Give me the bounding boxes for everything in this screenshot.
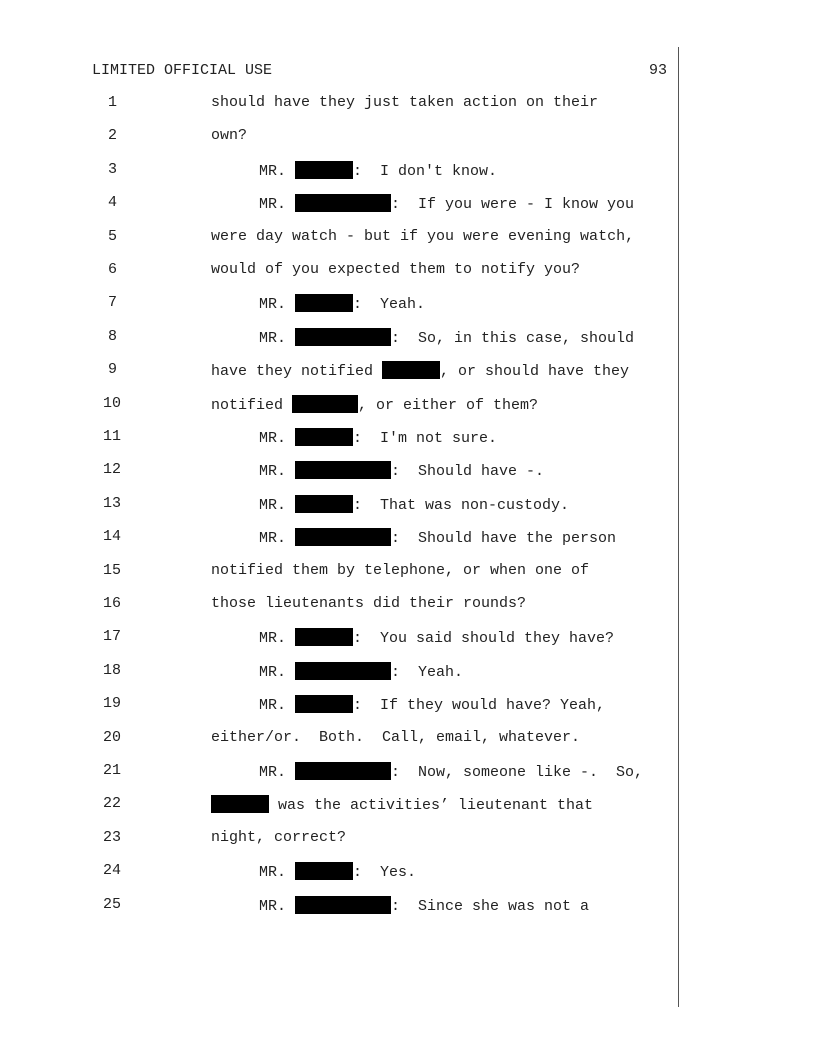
text-segment: , or either of them? [358, 396, 539, 414]
transcript-line [0, 461, 816, 481]
line-text [211, 94, 663, 111]
line-text [259, 161, 663, 180]
redaction-block [292, 395, 358, 413]
line-number: 11 [103, 428, 122, 445]
line-number: 10 [103, 394, 122, 412]
line-text [211, 562, 663, 579]
line-number: 8 [107, 327, 117, 345]
line-text [259, 896, 663, 915]
redaction-block [382, 361, 440, 379]
redaction-block [295, 862, 353, 880]
redaction-block [295, 896, 391, 914]
header-classification: LIMITED OFFICIAL USE [92, 62, 273, 79]
line-text [259, 194, 663, 213]
transcript-line [0, 729, 816, 749]
line-number: 21 [103, 762, 122, 779]
line-text [211, 829, 663, 846]
transcript-line [0, 695, 816, 715]
text-segment: MR. [259, 430, 296, 447]
text-segment: were day watch - but if you were evening watch, [211, 227, 635, 245]
line-number: 20 [103, 728, 122, 746]
redaction-block [295, 194, 391, 212]
redaction-block [295, 662, 391, 680]
text-segment: : So, in this case, should [391, 329, 635, 347]
line-text [259, 762, 663, 781]
transcript-line [0, 862, 816, 882]
text-segment: : Now, someone like -. So, [391, 764, 644, 781]
line-text [211, 795, 663, 814]
transcript-line [0, 795, 816, 815]
text-segment: MR. [259, 162, 296, 180]
transcript-line [0, 194, 816, 214]
transcript-line [0, 395, 816, 415]
line-text [259, 528, 663, 547]
text-segment: , or should have they [440, 363, 630, 381]
text-segment: : Yeah. [391, 663, 464, 681]
text-segment: MR. [259, 530, 296, 548]
text-segment: : Yeah. [353, 296, 426, 314]
line-text [211, 261, 663, 278]
line-text [211, 729, 663, 746]
redaction-block [295, 495, 353, 513]
line-text [259, 495, 663, 514]
text-segment: MR. [259, 496, 296, 514]
transcript-line [0, 495, 816, 515]
transcript-line [0, 829, 816, 849]
text-segment: MR. [259, 296, 296, 314]
text-segment: would of you expected them to notify you? [211, 261, 581, 278]
redaction-block [211, 795, 269, 813]
line-text [259, 428, 663, 447]
redaction-block [295, 428, 353, 446]
line-text [211, 127, 663, 144]
line-number: 2 [107, 127, 117, 145]
text-segment: : You said should they have? [353, 630, 615, 648]
redaction-block [295, 161, 353, 179]
redaction-block [295, 328, 391, 346]
text-segment: MR. [259, 897, 296, 915]
text-segment: night, correct? [211, 828, 347, 846]
text-segment: : I don't know. [353, 162, 498, 180]
transcript-line [0, 896, 816, 916]
transcript-line [0, 127, 816, 147]
transcript-line [0, 161, 816, 181]
line-number: 16 [103, 595, 122, 612]
line-text [259, 695, 663, 714]
page-number: 93 [649, 62, 668, 79]
text-segment: was the activities’ lieutenant that [269, 797, 594, 815]
line-number: 24 [103, 862, 122, 880]
line-number: 6 [107, 261, 117, 278]
redaction-block [295, 294, 353, 312]
text-segment: MR. [259, 764, 296, 781]
transcript-line [0, 762, 816, 782]
text-segment: MR. [259, 329, 296, 347]
transcript-line [0, 562, 816, 582]
text-segment: : Yes. [353, 864, 417, 882]
line-text [211, 361, 663, 380]
text-segment: MR. [259, 630, 296, 648]
line-number: 1 [107, 94, 117, 111]
line-number: 15 [103, 561, 122, 579]
transcript-line [0, 361, 816, 381]
text-segment: should have they just taken action on their [211, 94, 599, 111]
line-text [259, 461, 663, 480]
line-number: 3 [107, 160, 117, 178]
line-number: 5 [107, 227, 117, 245]
line-text [259, 628, 663, 647]
line-number: 17 [103, 628, 122, 646]
text-segment: MR. [259, 463, 296, 481]
text-segment: : Since she was not a [391, 897, 590, 915]
redaction-block [295, 461, 391, 479]
text-segment: those lieutenants did their rounds? [211, 595, 527, 612]
transcript-line [0, 261, 816, 281]
transcript-line [0, 228, 816, 248]
line-number: 22 [103, 795, 122, 813]
line-number: 4 [107, 194, 117, 212]
text-segment: : Should have -. [391, 463, 545, 481]
text-segment: MR. [259, 864, 296, 882]
text-segment: MR. [259, 663, 296, 681]
redaction-block [295, 695, 353, 713]
line-text [211, 395, 663, 414]
text-segment: : If they would have? Yeah, [353, 697, 606, 715]
redaction-block [295, 528, 391, 546]
line-text [211, 228, 663, 245]
text-segment: MR. [259, 697, 296, 715]
transcript-line [0, 294, 816, 314]
line-number: 25 [103, 895, 122, 913]
line-number: 19 [103, 695, 122, 713]
text-segment: have they notified [211, 363, 383, 381]
text-segment: either/or. Both. Call, email, whatever. [211, 728, 581, 746]
line-number: 18 [103, 661, 122, 679]
redaction-block [295, 628, 353, 646]
line-text [259, 662, 663, 681]
line-text [259, 862, 663, 881]
line-number: 13 [103, 494, 122, 512]
text-segment: : I'm not sure. [353, 430, 498, 447]
line-number: 12 [103, 461, 122, 479]
line-number: 7 [107, 294, 117, 312]
text-segment: : That was non-custody. [353, 496, 570, 514]
transcript-line [0, 628, 816, 648]
text-segment: : If you were - I know you [391, 196, 635, 214]
line-text [259, 294, 663, 313]
line-number: 14 [103, 528, 122, 546]
text-segment: own? [211, 127, 248, 145]
redaction-block [295, 762, 391, 780]
transcript-line [0, 528, 816, 548]
transcript-line [0, 595, 816, 615]
transcript-line [0, 328, 816, 348]
transcript-line [0, 662, 816, 682]
text-segment: MR. [259, 196, 296, 214]
line-number: 9 [107, 361, 117, 379]
transcript-line [0, 428, 816, 448]
text-segment: notified them by telephone, or when one of [211, 561, 590, 579]
text-segment: notified [211, 396, 293, 414]
text-segment: : Should have the person [391, 530, 617, 548]
transcript-line [0, 94, 816, 114]
line-text [211, 595, 663, 612]
line-text [259, 328, 663, 347]
line-number: 23 [103, 828, 122, 846]
